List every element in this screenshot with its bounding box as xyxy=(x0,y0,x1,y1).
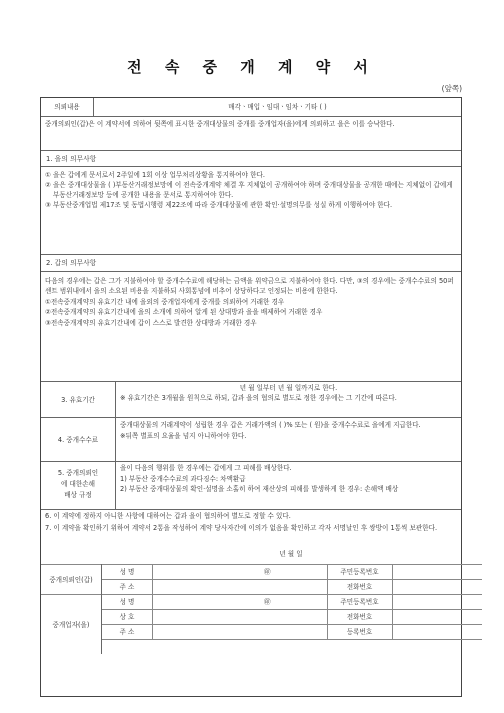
intro-row xyxy=(41,116,461,150)
request-label: 의뢰내용 xyxy=(54,103,80,111)
intro-text: 중개의뢰인(갑)은 이 계약서에 의하여 뒷쪽에 표시한 중개대상물의 중개를 중개업자(을)에게 의뢰하고 을은 이를 승낙한다. xyxy=(45,120,395,128)
client-address-label: 주 소 xyxy=(119,583,135,591)
agent-reg-label: 등록번호 xyxy=(346,628,373,636)
page-side-label: (앞쪽) xyxy=(441,84,462,93)
sec2-title: 2. 갑의 의무사항 xyxy=(46,259,97,267)
agent-trade-label: 상 호 xyxy=(119,613,135,621)
sec4-fee-text: 중개대상물의 거래계약이 성립한 경우 갑은 거래가액의 ( )% 또는 ( 원)을 중개수수료로 을에게 지급한다. xyxy=(120,421,421,429)
agent-trade-row xyxy=(102,609,482,624)
request-options: 매각ㆍ매입ㆍ임대ㆍ임차ㆍ기타 ( ) xyxy=(93,98,461,116)
agent-name-label: 성 명 xyxy=(119,598,135,606)
client-id-label: 주민등록번호 xyxy=(340,568,379,576)
sec5-line-3: 2) 부동산 중개대상물의 확인·설명을 소홀히 하여 재산상의 피해를 발생하게 한 경우: 손해액 배상 xyxy=(120,485,399,493)
agent-phone-label: 전화번호 xyxy=(346,613,373,621)
client-name-label: 성 명 xyxy=(119,568,135,576)
agent-seal: ㊞ xyxy=(264,598,271,606)
client-label: 중개의뢰인(갑) xyxy=(41,564,101,594)
sec3-label: 3. 유효기간 xyxy=(61,396,95,404)
client-phone-label: 전화번호 xyxy=(346,583,373,591)
sec2-item-3: ③전속중개계약의 유효기간내에 갑이 스스로 발견한 상대방과 거래한 경우 xyxy=(45,318,257,327)
agent-id-label: 주민등록번호 xyxy=(340,598,379,606)
client-block xyxy=(41,564,461,594)
agent-block xyxy=(41,594,461,654)
sec2-body xyxy=(41,271,461,381)
contract-form xyxy=(40,97,462,697)
sec3-period: 년 월 일부터 년 월 일까지로 한다. xyxy=(239,384,338,392)
client-seal: ㊞ xyxy=(264,568,271,576)
agent-address-row xyxy=(102,624,482,639)
contract-date: 년 월 일 xyxy=(279,550,303,558)
agent-label: 중개업자(을) xyxy=(41,594,101,654)
sec7-text: 7. 이 계약을 확인하기 위하여 계약서 2통을 작성하여 계약 당사자간에 이의가 없음을 확인하고 각자 서명날인 후 쌍방이 1통씩 보관한다. xyxy=(45,524,438,532)
sec3-row xyxy=(41,381,461,417)
sec1-item-1: ① 을은 갑에게 문서로서 2주일에 1회 이상 업무처리상황을 통지하여야 한다. xyxy=(45,171,265,179)
document-title: 전 속 중 개 계 약 서 xyxy=(127,58,377,76)
sec5-line-2: 1) 부동산 중개수수료의 과다징수: 차액환급 xyxy=(120,474,246,483)
sec6-row xyxy=(41,509,461,522)
sec1-item-3: ③ 부동산중개업법 제17조 및 동법시행령 제22조에 따라 중개대상물에 관한 확인·설명의무를 성실 하게 이행하여야 한다. xyxy=(45,201,393,209)
sec3-note: ※ 유효기간은 3개월을 원칙으로 하되, 갑과 을의 협의로 별도로 정한 경우에는 그 기간에 따른다. xyxy=(120,393,397,402)
sec2-paragraph: 다음의 경우에는 갑은 그가 지불하여야 할 중개수수료에 해당하는 금액을 위약금으로 지불하여야 한다. 다만, ③의 경우에는 중개수수료의 50퍼센트 범위내에서 을의 소요된 비용을 지불하되 사회통념에 비추어 상당하다고 인정되는 비용에 한한다. xyxy=(45,277,454,296)
sec5-line-1: 을이 다음의 행위를 한 경우에는 갑에게 그 피해를 배상한다. xyxy=(120,464,292,472)
client-address-row xyxy=(102,579,482,594)
sec5-row xyxy=(41,461,461,509)
agent-name-row xyxy=(102,594,482,609)
agent-address-label: 주 소 xyxy=(119,628,135,636)
sec6-text: 6. 이 계약에 정하지 아니한 사항에 대하여는 갑과 을이 협의하여 별도로 정할 수 있다. xyxy=(45,512,291,520)
request-row xyxy=(41,98,461,116)
sec2-header xyxy=(41,254,461,271)
sec4-note: ※뒤쪽 별표의 요율을 넘지 아니하여야 한다. xyxy=(120,431,247,440)
sec4-label: 4. 중개수수료 xyxy=(57,436,99,444)
agent-bottom-line xyxy=(102,639,482,654)
sec1-body xyxy=(41,166,461,254)
sec1-title: 1. 을의 의무사항 xyxy=(46,155,97,163)
sec1-header xyxy=(41,150,461,166)
sec2-item-1: ①전속중개계약의 유효기간 내에 을외의 중개업자에게 중개를 의뢰하여 거래한 경우 xyxy=(45,297,285,306)
client-name-row xyxy=(102,564,482,579)
sec4-row xyxy=(41,417,461,461)
sec5-label: 5. 중개의뢰인 에 대한손해 배상 규정 xyxy=(57,469,99,499)
sec1-item-2: ② 을은 중개대상물을 ( )부동산거래정보망에 이 전속중개계약 체결 후 지체없이 공개하여야 하며 중개대상물을 공개한 때에는 지체없이 갑에게 부동산거래정보망 등에 공개한 내용을 문서로 통지하여야 한다. xyxy=(45,181,453,199)
sec7-row xyxy=(41,522,461,564)
sec2-item-2: ②전속중개계약의 유효기간내에 을의 소개에 의하여 알게 된 상대방과 을을 배제하여 거래한 경우 xyxy=(45,308,323,317)
